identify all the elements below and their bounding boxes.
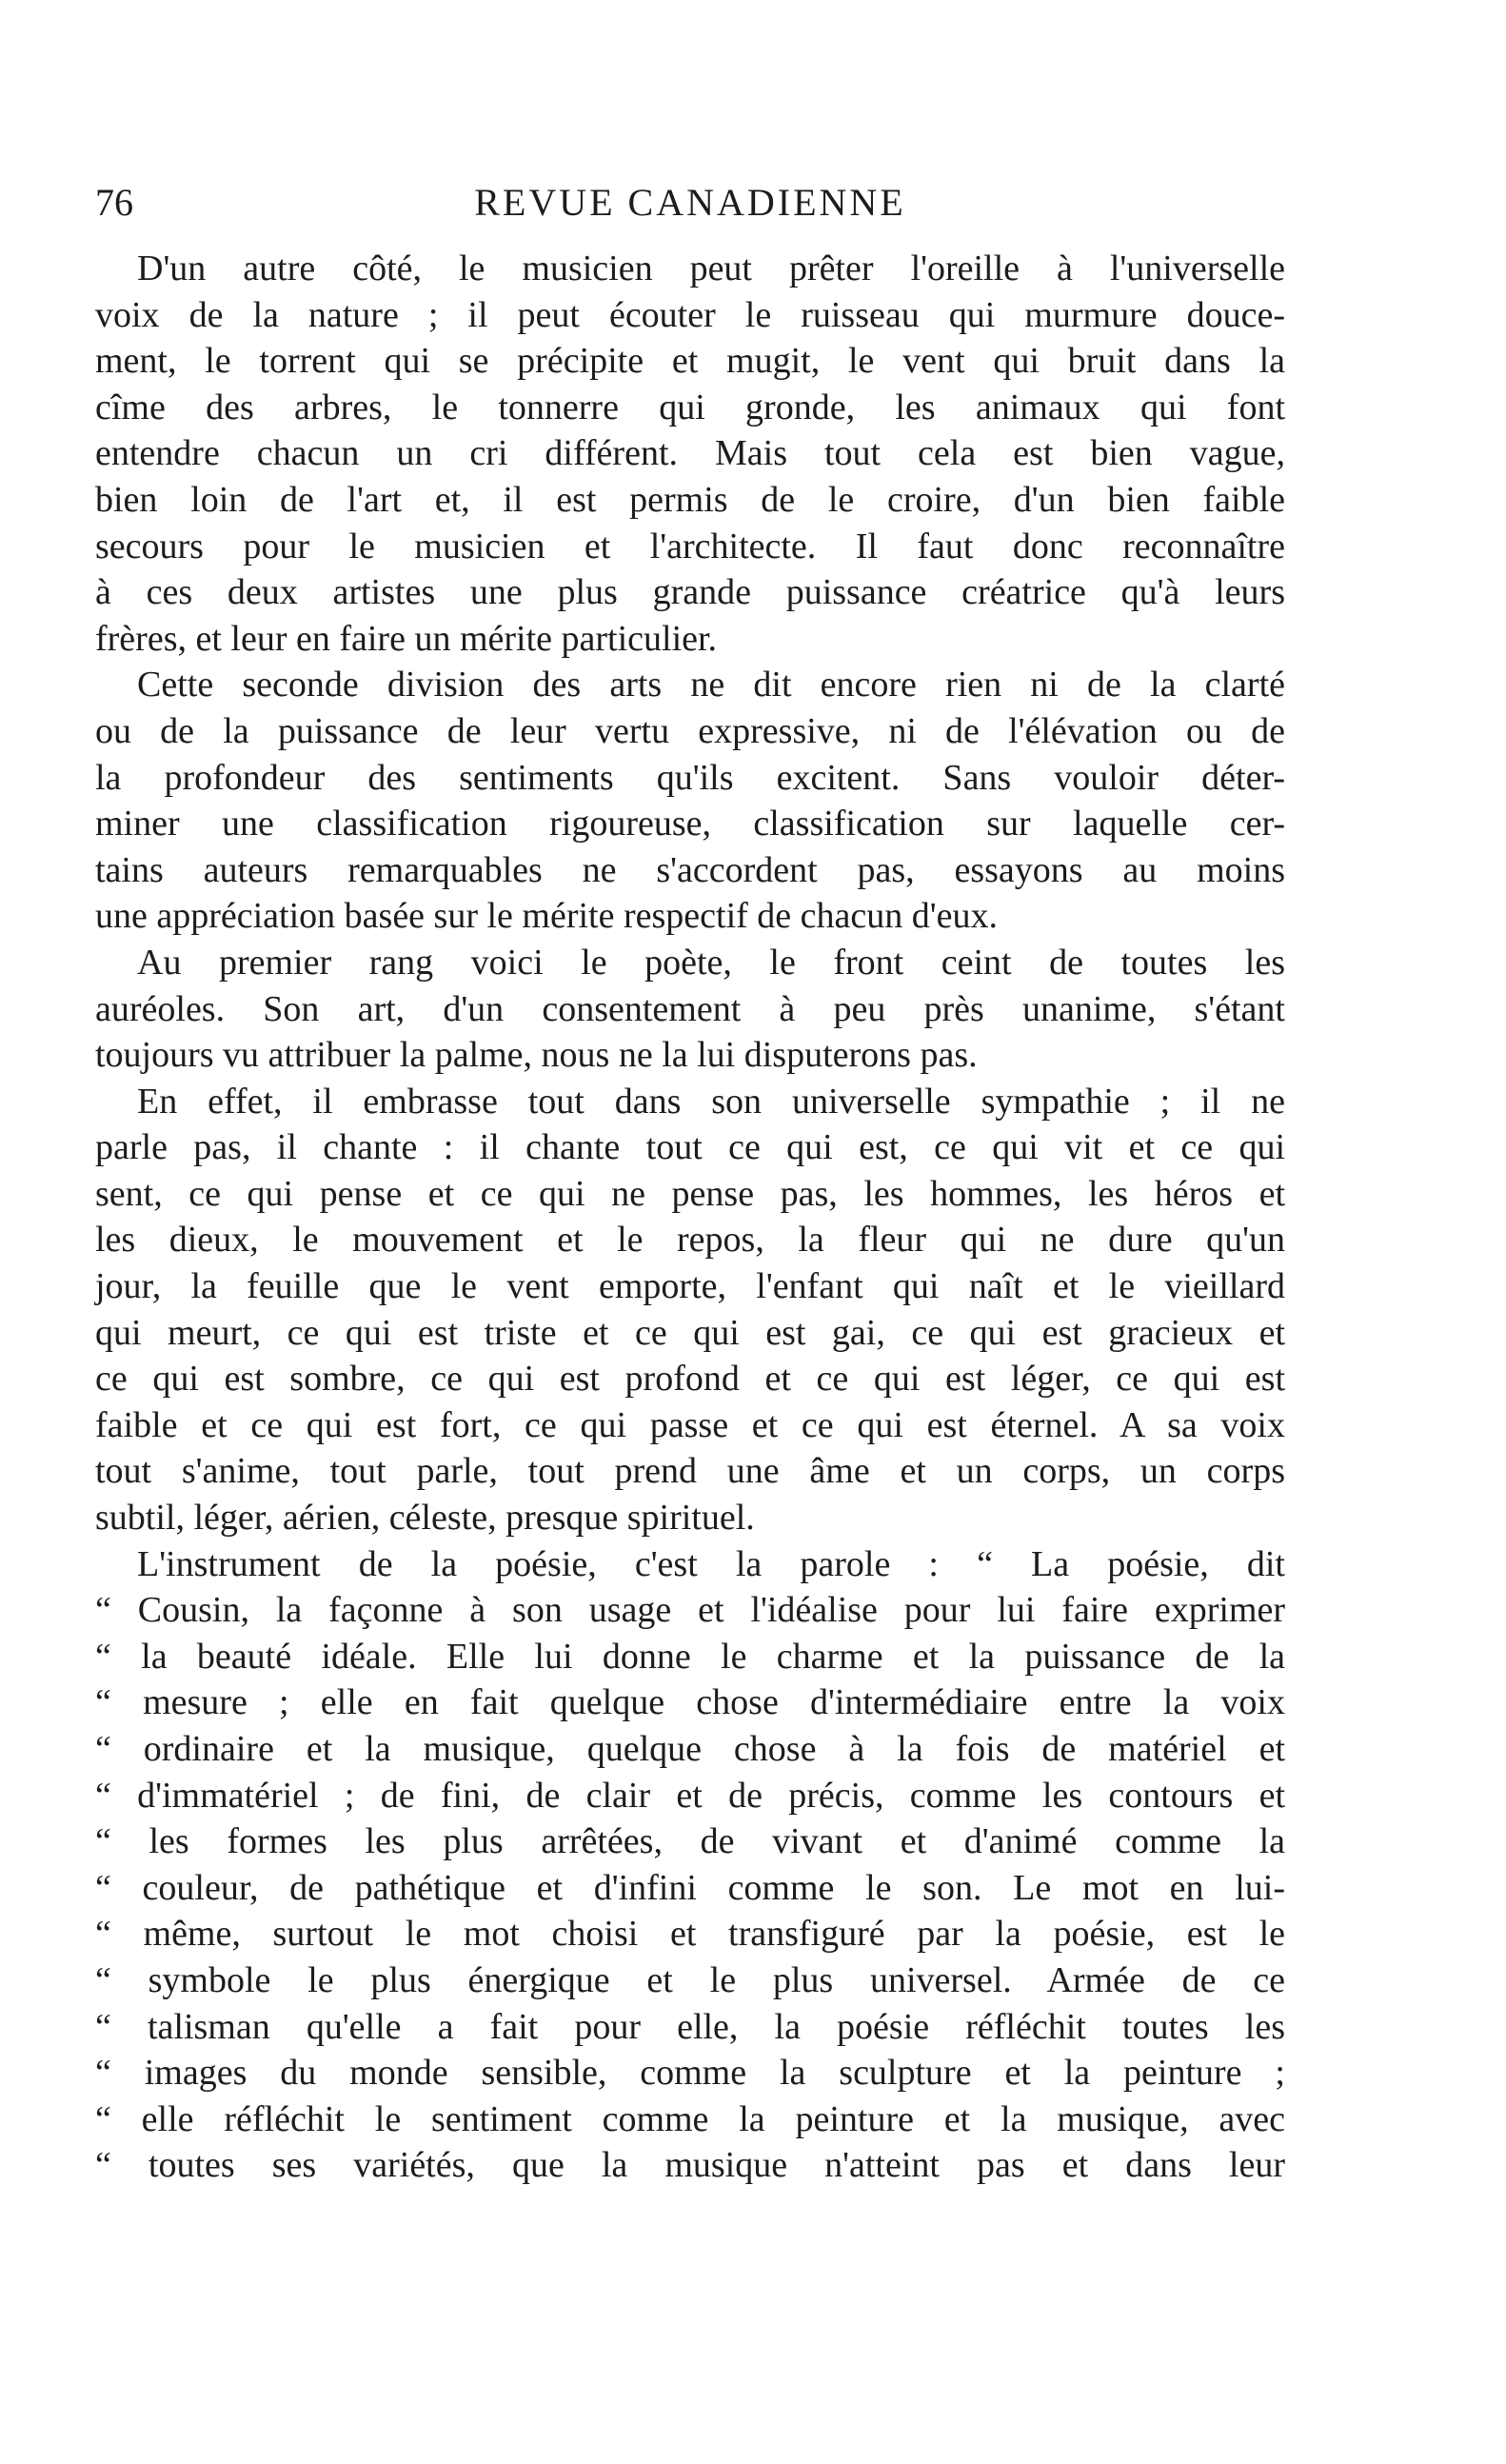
text-line: faible et ce qui est fort, ce qui passe et ce qui est éternel. A sa voix — [95, 1404, 1285, 1445]
text-line: frères, et leur en faire un mérite particulier. — [95, 618, 718, 659]
text-line: Cette seconde division des arts ne dit encore rien ni de la clarté — [137, 665, 1285, 705]
text-line: “ la beauté idéale. Elle lui donne le charme et la puissance de la — [95, 1636, 1285, 1677]
running-head — [95, 174, 1285, 231]
page-number: 76 — [95, 181, 133, 224]
text-line: ment, le torrent qui se précipite et mugit, le vent qui bruit dans la — [95, 341, 1285, 382]
text-line: voix de la nature ; il peut écouter le ruisseau qui murmure douce- — [95, 294, 1285, 335]
text-line: Au premier rang voici le poète, le front ceint de toutes les — [137, 942, 1285, 983]
journal-title: REVUE CANADIENNE — [474, 181, 906, 224]
text-line: jour, la feuille que le vent emporte, l'enfant qui naît et le vieillard — [95, 1266, 1285, 1307]
text-line: “ Cousin, la façonne à son usage et l'idéalise pour lui faire exprimer — [95, 1590, 1285, 1631]
text-line: “ elle réfléchit le sentiment comme la peinture et la musique, avec — [95, 2098, 1285, 2139]
paragraph — [95, 1079, 1285, 1541]
text-line: ou de la puissance de leur vertu expressive, ni de l'élévation ou de — [95, 710, 1285, 751]
article-body — [95, 246, 1285, 2189]
text-line: tains auteurs remarquables ne s'accordent pas, essayons au moins — [95, 849, 1285, 890]
text-line: En effet, il embrasse tout dans son universelle sympathie ; il ne — [137, 1081, 1285, 1122]
text-line: “ couleur, de pathétique et d'infini comme le son. Le mot en lui- — [95, 1867, 1285, 1908]
text-line: “ talisman qu'elle a fait pour elle, la poésie réfléchit toutes les — [95, 2006, 1285, 2047]
text-line: “ même, surtout le mot choisi et transfiguré par la poésie, est le — [95, 1914, 1285, 1955]
text-line: subtil, léger, aérien, céleste, presque spirituel. — [95, 1498, 755, 1539]
text-line: tout s'anime, tout parle, tout prend une âme et un corps, un corps — [95, 1451, 1285, 1492]
text-line: “ toutes ses variétés, que la musique n'atteint pas et dans leur — [95, 2145, 1285, 2186]
paragraph — [95, 940, 1285, 1079]
text-line: L'instrument de la poésie, c'est la parole : “ La poésie, dit — [137, 1543, 1285, 1584]
text-line: “ ordinaire et la musique, quelque chose à la fois de matériel et — [95, 1729, 1285, 1769]
text-line: auréoles. Son art, d'un consentement à peu près unanime, s'étant — [95, 988, 1285, 1029]
text-line: entendre chacun un cri différent. Mais tout cela est bien vague, — [95, 433, 1285, 474]
text-line: cîme des arbres, le tonnerre qui gronde, les animaux qui font — [95, 387, 1285, 427]
text-line: les dieux, le mouvement et le repos, la fleur qui ne dure qu'un — [95, 1220, 1285, 1261]
text-line: D'un autre côté, le musicien peut prêter l'oreille à l'universelle — [137, 248, 1285, 288]
text-line: une appréciation basée sur le mérite respectif de chacun d'eux. — [95, 896, 998, 937]
text-line: “ mesure ; elle en fait quelque chose d'intermédiaire entre la voix — [95, 1682, 1285, 1723]
text-line: à ces deux artistes une plus grande puissance créatrice qu'à leurs — [95, 572, 1285, 613]
paragraph — [95, 246, 1285, 662]
text-line: miner une classification rigoureuse, classification sur laquelle cer- — [95, 804, 1285, 845]
text-line: toujours vu attribuer la palme, nous ne la lui disputerons pas. — [95, 1035, 978, 1076]
text-line: “ d'immatériel ; de fini, de clair et de précis, comme les contours et — [95, 1775, 1285, 1816]
paragraph — [95, 662, 1285, 940]
text-line: bien loin de l'art et, il est permis de le croire, d'un bien faible — [95, 479, 1285, 520]
text-line: “ images du monde sensible, comme la sculpture et la peinture ; — [95, 2053, 1285, 2094]
text-line: ce qui est sombre, ce qui est profond et ce qui est léger, ce qui est — [95, 1359, 1285, 1400]
text-line: “ symbole le plus énergique et le plus universel. Armée de ce — [95, 1959, 1285, 2000]
text-line: parle pas, il chante : il chante tout ce qui est, ce qui vit et ce qui — [95, 1127, 1285, 1168]
paragraph — [95, 1541, 1285, 2189]
text-line: “ les formes les plus arrêtées, de vivant et d'animé comme la — [95, 1821, 1285, 1862]
text-line: qui meurt, ce qui est triste et ce qui est gai, ce qui est gracieux et — [95, 1312, 1285, 1353]
text-line: la profondeur des sentiments qu'ils excitent. Sans vouloir déter- — [95, 757, 1285, 798]
text-line: secours pour le musicien et l'architecte. Il faut donc reconnaître — [95, 526, 1285, 566]
text-line: sent, ce qui pense et ce qui ne pense pas, les hommes, les héros et — [95, 1173, 1285, 1214]
